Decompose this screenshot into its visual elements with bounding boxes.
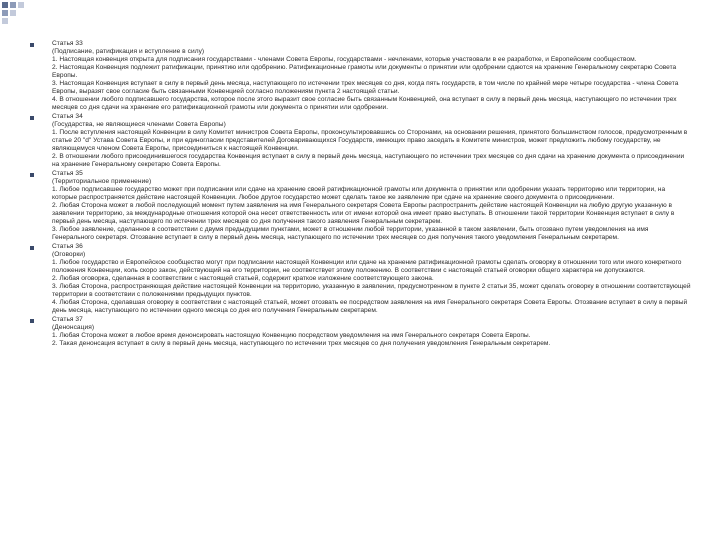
article-37 <box>30 316 692 348</box>
article-paragraph: 2. Настоящая Конвенция подлежит ратификации, принятию или одобрению. Ратификационные грамоты или документы о принятии или одобрении сдаются на хранение Генеральному секретарю Совета Европы. <box>52 64 677 79</box>
document-body <box>30 40 692 349</box>
article-paragraph: 3. Любая Сторона, распространяющая действие настоящей Конвенции на территорию, указанную в заявлении, предусмотренном в пункте 2 статьи 35, может сделать оговорку в отношении соответствующей территории в соответствии с положениями предыдущих пунктов. <box>52 283 691 298</box>
article-title: Статья 33 <box>52 40 83 47</box>
article-paragraph: 3. Настоящая Конвенция вступает в силу в первый день месяца, наступающего по истечении трех месяцев со дня, когда пять государств, в том числе по крайней мере четыре государства - члена Совета Европы, выразят свое согласие быть связанными Конвенцией согласно положениям пункта 2 настоящей статьи. <box>52 80 679 95</box>
article-subtitle: (Государства, не являющиеся членами Совета Европы) <box>52 121 226 128</box>
article-paragraph: 1. После вступления настоящей Конвенции в силу Комитет министров Совета Европы, проконсультировавшись со Сторонами, на основании решения, принятого большинством голосов, предусмотренным в статье 20 "d" Устава Совета Европы, и при единогласии представителей Договаривающихся Государств, имеющих право заседать в Комитете министров, может предложить любому государству, не являющемуся членом Совета Европы, присоединиться к настоящей Конвенции. <box>52 129 688 152</box>
article-paragraph: 1. Любое государство и Европейское сообщество могут при подписании настоящей Конвенции или сдаче на хранение ратификационной грамоты сделать оговорку в отношении того или иного конкретного положения Конвенции, коль скоро закон, действующий на его территории, не соответствует этому положению. В соответствии с настоящей статьей оговорки общего характера не допускаются. <box>52 259 682 274</box>
article-title: Статья 35 <box>52 170 83 177</box>
article-34 <box>30 113 692 169</box>
article-paragraph: 1. Настоящая конвенция открыта для подписания государствами - членами Совета Европы, государствами - нечленами, которые участвовали в ее разработке, и Европейским сообществом. <box>52 56 637 63</box>
article-paragraph: 3. Любое заявление, сделанное в соответствии с двумя предыдущими пунктами, может в отношении любой территории, указанной в таком заявлении, быть отозвано путем уведомления на имя Генерального секретаря. Отозвание вступает в силу в первый день месяца, наступающего по истечении трех месяцев со дня получения такого уведомления Генеральным секретарем. <box>52 226 649 241</box>
bullet-icon <box>30 246 34 250</box>
article-paragraph: 1. Любое подписавшее государство может при подписании или сдаче на хранение своей ратификационной грамоты или документа о принятии или одобрении указать территорию или территории, на которые распространяется действие настоящей Конвенции. Любое другое государство может сделать такое же заявление при сдаче на хранение своего документа о присоединении. <box>52 186 666 201</box>
article-35 <box>30 170 692 242</box>
article-paragraph: 4. Любая Сторона, сделавшая оговорку в соответствии с настоящей статьей, может отозвать ее посредством заявления на имя Генерального секретаря Совета Европы. Отозвание вступает в силу в первый день месяца, наступающего по истечении одного месяца со дня его получения Генеральным секретарем. <box>52 299 688 314</box>
article-title: Статья 34 <box>52 113 83 120</box>
article-subtitle: (Территориальное применение) <box>52 178 152 185</box>
article-paragraph: 2. Такая денонсация вступает в силу в первый день месяца, наступающего по истечении трех месяцев со дня получения уведомления Генеральным секретарем. <box>52 340 551 347</box>
bullet-icon <box>30 116 34 120</box>
bullet-icon <box>30 173 34 177</box>
article-paragraph: 4. В отношении любого подписавшего государства, которое после этого выразит свое согласие быть связанным Конвенцией, она вступает в силу в первый день месяца, наступающего по истечении трех месяцев со дня сдачи на хранение его ратификационной грамоты или документа о принятии или одобрении. <box>52 96 677 111</box>
article-subtitle: (Оговорки) <box>52 251 86 258</box>
article-subtitle: (Подписание, ратификация и вступление в силу) <box>52 48 205 55</box>
article-paragraph: 1. Любая Сторона может в любое время денонсировать настоящую Конвенцию посредством уведомления на имя Генерального секретаря Совета Европы. <box>52 332 531 339</box>
article-paragraph: 2. В отношении любого присоединившегося государства Конвенция вступает в силу в первый день месяца, наступающего по истечении трех месяцев со дня сдачи на хранение документа о присоединении на хранение Генеральному секретарю Совета Европы. <box>52 153 685 168</box>
article-paragraph: 2. Любая оговорка, сделанная в соответствии с настоящей статьей, содержит краткое изложение соответствующего закона. <box>52 275 434 282</box>
article-title: Статья 36 <box>52 243 83 250</box>
article-paragraph: 2. Любая Сторона может в любой последующий момент путем заявления на имя Генерального секретаря Совета Европы распространить действие настоящей Конвенции на любую другую указанную в заявлении территорию, за международные отношения которой она несет ответственность или от имени которой она имеет право выступать. В отношении такой территории Конвенция вступает в силу в первый день месяца, наступающего по истечении трех месяцев со дня получения такого заявления Генеральным секретарем. <box>52 202 675 225</box>
article-title: Статья 37 <box>52 316 83 323</box>
article-33 <box>30 40 692 112</box>
bullet-icon <box>30 43 34 47</box>
corner-decoration <box>0 0 40 30</box>
article-36 <box>30 243 692 315</box>
bullet-icon <box>30 319 34 323</box>
article-subtitle: (Денонсация) <box>52 324 95 331</box>
